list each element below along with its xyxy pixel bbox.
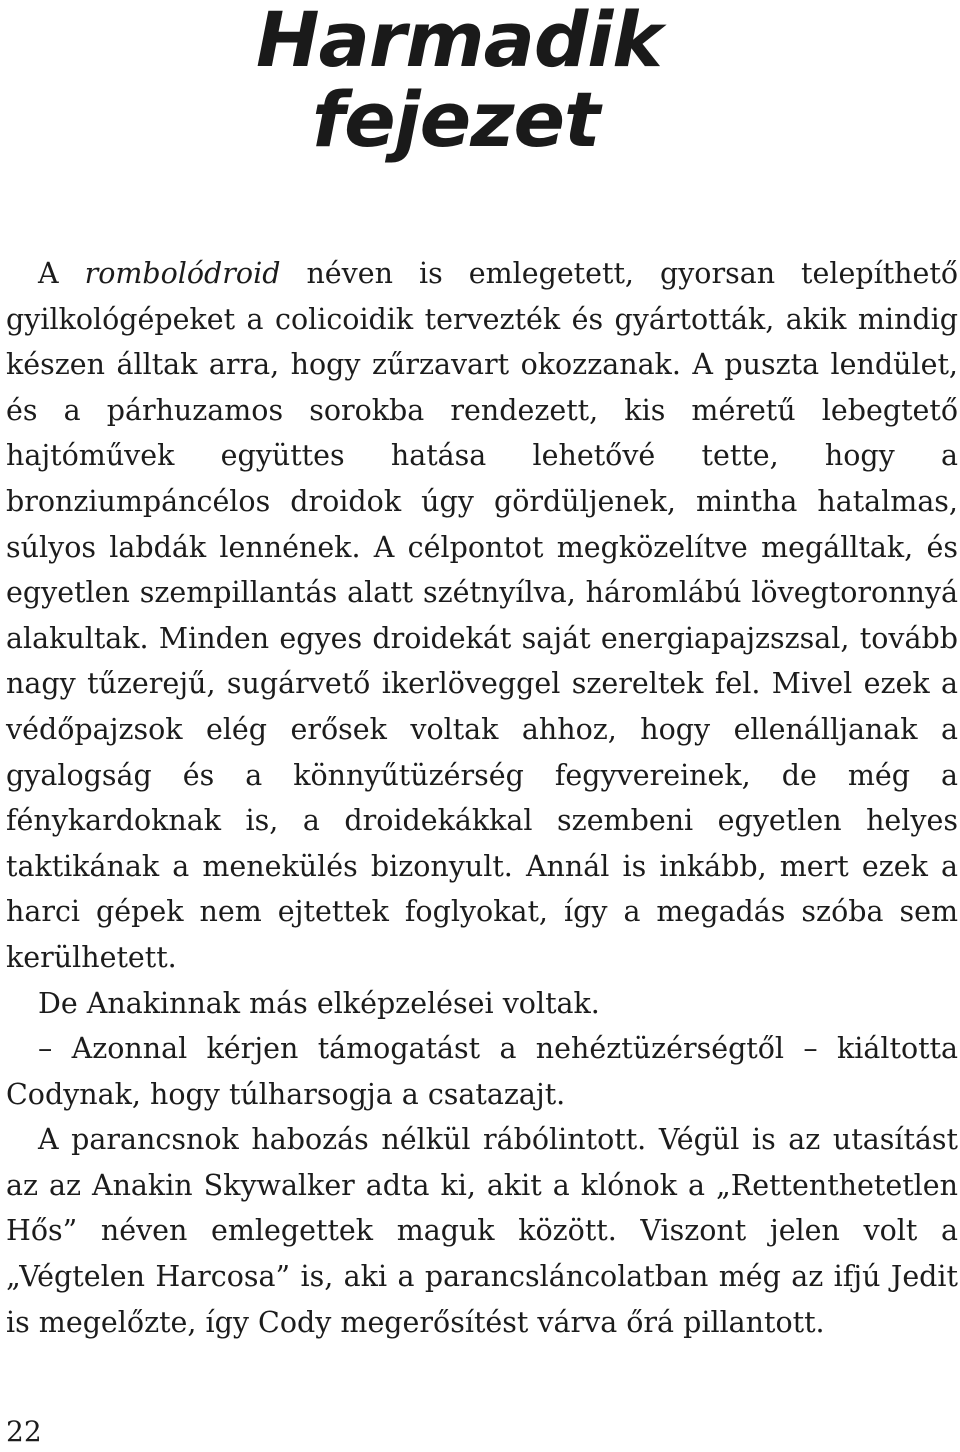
page-number: 22 <box>6 1415 42 1448</box>
paragraph-1-lead: A <box>38 257 85 290</box>
paragraph-3: – Azonnal kérjen támogatást a nehéztüzérségtől – kiáltotta Codynak, hogy túlharsogja a csatazajt. <box>6 1032 958 1111</box>
paragraph-2: De Anakinnak más elképzelései voltak. <box>38 986 600 1020</box>
paragraph-1-emphasis: rombolódroid <box>84 257 281 290</box>
chapter-body <box>6 251 958 1345</box>
chapter-title-line-1: Harmadik <box>256 0 662 84</box>
paragraph-1-text: néven is emlegetett, gyorsan telepíthető gyilkológépeket a colicoidik tervezték és gyártották, akik mindig készen álltak arra, hogy zűrzavart okozzanak. A puszta lendület, és a párhuzamos sorokba rendezett, kis méretű lebegtető hajtóművek együttes hatása lehetővé tette, hogy a bronziumpáncélos droidok úgy gördüljenek, mintha hatalmas, súlyos labdák lennének. A célpontot megközelítve megálltak, és egyetlen szempillantás alatt szétnyílva, háromlábú lövegtoronnyá alakultak. Minden egyes droidekát saját energiapajzszsal, tovább nagy tűzerejű, sugárvető ikerlöveggel szereltek fel. Mivel ezek a védőpajzsok elég erősek voltak ahhoz, hogy ellenálljanak a gyalogság és a könnyűtüzérség fegyvereinek, de még a fénykardoknak is, a droidekákkal szembeni egyetlen helyes taktikának a menekülés bizonyult. Annál is inkább, mert ezek a harci gépek nem ejtettek foglyokat, így a megadás szóba sem kerülhetett. <box>6 257 958 974</box>
chapter-title-line-2: fejezet <box>312 75 600 164</box>
paragraph-4: A parancsnok habozás nélkül rábólintott. Végül is az utasítást az az Anakin Skywalker adta ki, akit a klónok a „Rettenthetetlen Hős” néven emlegettek maguk között. Viszont jelen volt a „Végtelen Harcosa” is, aki a parancsláncolatban még az ifjú Jedit is megelőzte, így Cody megerősítést várva őrá pillantott. <box>6 1123 958 1339</box>
chapter-title <box>256 0 946 164</box>
paragraph-1 <box>6 251 958 981</box>
